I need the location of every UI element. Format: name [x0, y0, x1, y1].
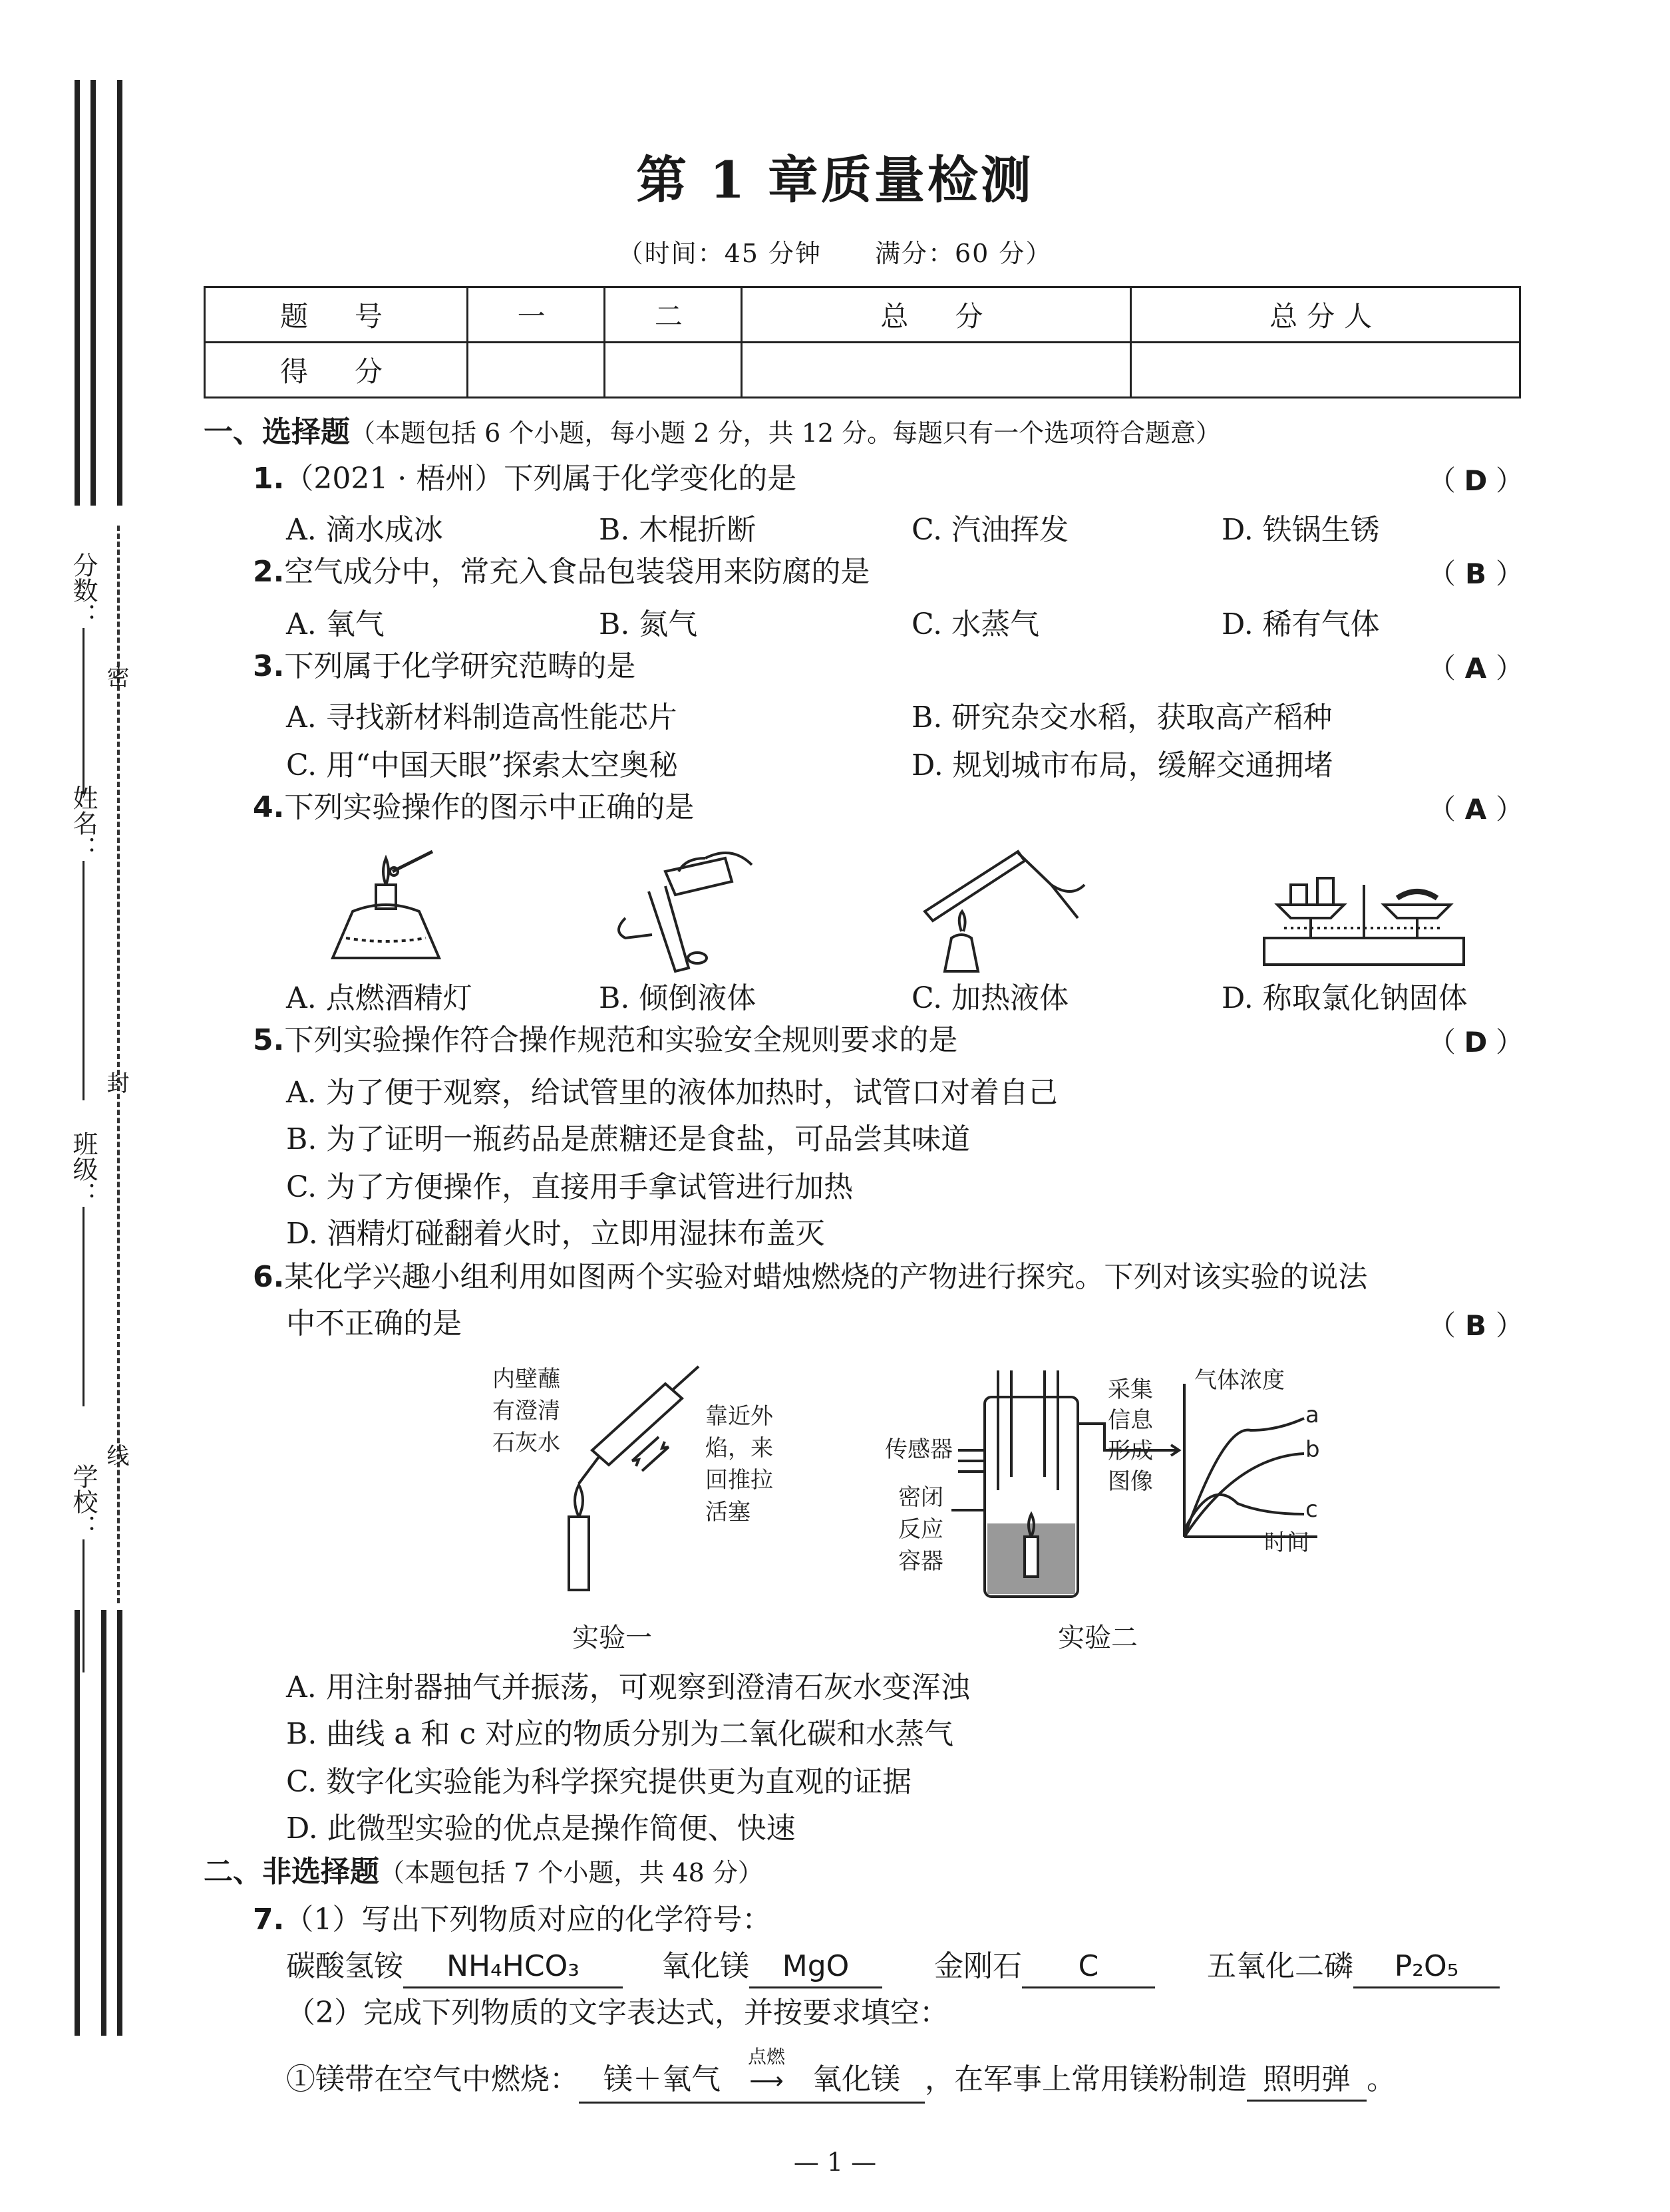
option-4b: B. 倾倒液体: [599, 981, 756, 1015]
header-cell: 二: [605, 287, 742, 343]
option-5d: D. 酒精灯碰翻着火时，立即用湿抹布盖灭: [286, 1217, 825, 1251]
alcohol-lamp-illustration: [319, 845, 452, 978]
score-cell[interactable]: [468, 343, 605, 398]
answer-formula-2[interactable]: MgO: [749, 1947, 882, 1988]
answer-formula-1[interactable]: NH₄HCO₃: [403, 1947, 623, 1988]
pouring-liquid-illustration: [599, 845, 758, 978]
exp1-note-3: 石灰水: [492, 1430, 560, 1456]
school-field[interactable]: 学校：: [65, 1464, 102, 1672]
option-4c: C. 加热液体: [912, 981, 1069, 1015]
option-1c: C. 汽油挥发: [912, 513, 1069, 547]
answer-4: （ A ）: [1427, 793, 1524, 826]
score-field[interactable]: 分数：: [65, 552, 102, 794]
seal-mi: 密: [102, 665, 129, 688]
exp1-side-3: 回推拉: [705, 1467, 773, 1494]
curve-a: [1184, 1418, 1304, 1537]
option-2c: C. 水蒸气: [912, 607, 1040, 641]
exp1-note-1: 内壁蘸: [492, 1366, 560, 1392]
exp1-label: 实验一: [572, 1623, 652, 1653]
curve-label-b: b: [1305, 1436, 1320, 1463]
curve-label-c: c: [1305, 1496, 1318, 1523]
exp1-side-4: 活塞: [705, 1499, 751, 1525]
exp2-collect-1: 采集: [1108, 1376, 1153, 1403]
exp2-label: 实验二: [1058, 1623, 1138, 1653]
option-5b: B. 为了证明一瓶药品是蔗糖还是食盐，可品尝其味道: [286, 1122, 971, 1156]
exp1-side-2: 焰，来: [705, 1435, 773, 1462]
option-2d: D. 稀有气体: [1222, 607, 1380, 641]
exp2-container-3: 容器: [898, 1548, 943, 1575]
question-5: 5.下列实验操作符合操作规范和实验安全规则要求的是: [253, 1023, 958, 1057]
candle: [569, 1517, 589, 1590]
option-5c: C. 为了方便操作，直接用手拿试管进行加热: [286, 1170, 854, 1204]
answer-formula-4[interactable]: P₂O₅: [1353, 1947, 1500, 1988]
question-6: 6.某化学兴趣小组利用如图两个实验对蜡烛燃烧的产物进行探究。下列对该实验的说法: [253, 1260, 1368, 1294]
exp1-side-1: 靠近外: [705, 1403, 773, 1430]
syringe-needle: [579, 1457, 599, 1484]
score-cell[interactable]: [605, 343, 742, 398]
question-7-line1: ①镁带在空气中燃烧： 镁＋氧气 点燃 ⟶ 氧化镁 ，在军事上常用镁粉制造 照明弹 。: [286, 2060, 1396, 2104]
header-cell: 总 分: [742, 287, 1131, 343]
option-6b: B. 曲线 a 和 c 对应的物质分别为二氧化碳和水蒸气: [286, 1717, 954, 1751]
option-3b: B. 研究杂交水稻，获取高产稻种: [912, 701, 1333, 734]
option-3d: D. 规划城市布局，缓解交通拥堵: [912, 748, 1333, 782]
graph-ylabel: 气体浓度: [1194, 1367, 1285, 1394]
exp2-collect-3: 形成: [1108, 1438, 1153, 1464]
binding-bars-bottom: [75, 1610, 100, 2036]
exp2-collect-2: 信息: [1108, 1407, 1153, 1434]
reaction-condition: 点燃: [747, 2046, 785, 2068]
graph-xlabel: 时间: [1264, 1529, 1309, 1556]
syringe-barrel: [592, 1384, 682, 1465]
option-2b: B. 氮气: [599, 607, 698, 641]
option-1b: B. 木棍折断: [599, 513, 756, 547]
syringe-plunger: [672, 1366, 699, 1390]
option-3c: C. 用“中国天眼”探索太空奥秘: [286, 748, 679, 782]
answer-2: （ B ）: [1427, 557, 1524, 590]
score-table-header-row: [205, 287, 1520, 343]
heating-liquid-illustration: [918, 838, 1091, 978]
option-6c: C. 数字化实验能为科学探究提供更为直观的证据: [286, 1765, 912, 1799]
seal-feng: 封: [102, 1071, 129, 1094]
experiment1-figure: [466, 1357, 838, 1610]
question-6-cont: 中不正确的是: [286, 1307, 462, 1341]
answer-6: （ B ）: [1427, 1309, 1524, 1342]
exp2-collect-4: 图像: [1108, 1468, 1153, 1495]
curve-b: [1184, 1454, 1304, 1537]
score-cell[interactable]: [1131, 343, 1520, 398]
option-5a: A. 为了便于观察，给试管里的液体加热时，试管口对着自己: [286, 1076, 1058, 1110]
answer-formula-3[interactable]: C: [1022, 1947, 1155, 1988]
row-label: 得 分: [205, 343, 468, 398]
option-4d: D. 称取氯化钠固体: [1222, 981, 1468, 1015]
question-7-formulas: 碳酸氢铵 NH₄HCO₃ 氧化镁 MgO 金刚石 C 五氧化二磷 P₂O₅: [286, 1947, 1500, 1988]
experiment2-figure: [878, 1357, 1344, 1610]
seal-xian: 线: [102, 1444, 129, 1466]
score-table-score-row: [205, 343, 1520, 398]
name-field[interactable]: 姓名：: [65, 785, 102, 1100]
option-3a: A. 寻找新材料制造高性能芯片: [286, 701, 677, 734]
question-1: 1.（2021 · 梧州）下列属于化学变化的是: [253, 462, 797, 496]
option-1a: A. 滴水成冰: [286, 513, 443, 547]
answer-5: （ D ）: [1427, 1026, 1524, 1058]
section2-heading: 二、非选择题（本题包括 7 个小题，共 48 分）: [204, 1855, 763, 1889]
question-7: 7.（1）写出下列物质对应的化学符号：: [253, 1903, 772, 1937]
answer-1: （ D ）: [1427, 464, 1524, 497]
exp1-note-2: 有澄清: [492, 1398, 560, 1424]
question-7-part2: （2）完成下列物质的文字表达式，并按要求填空：: [286, 1996, 949, 2030]
candle-flame: [575, 1485, 583, 1517]
header-cell: 一: [468, 287, 605, 343]
exp2-container-1: 密闭: [898, 1484, 943, 1511]
balance-illustration: [1251, 865, 1477, 971]
option-6a: A. 用注射器抽气并振荡，可观察到澄清石灰水变浑浊: [286, 1670, 970, 1704]
section1-heading: 一、选择题（本题包括 6 个小题，每小题 2 分，共 12 分。每题只有一个选项符合题意）: [204, 415, 1222, 449]
option-6d: D. 此微型实验的优点是操作简便、快速: [286, 1812, 796, 1845]
answer-reaction[interactable]: 镁＋氧气 点燃 ⟶ 氧化镁: [579, 2060, 925, 2104]
class-field[interactable]: 班级：: [65, 1131, 102, 1406]
option-1d: D. 铁锅生锈: [1222, 513, 1380, 547]
score-cell[interactable]: [742, 343, 1131, 398]
exp2-container-2: 反应: [898, 1516, 943, 1543]
option-4a: A. 点燃酒精灯: [286, 981, 472, 1015]
header-cell: 总分人: [1131, 287, 1520, 343]
page-number: — 1 —: [793, 2147, 877, 2177]
answer-3: （ A ）: [1427, 652, 1524, 685]
header-cell: 题 号: [205, 287, 468, 343]
score-table: [204, 286, 1521, 398]
option-2a: A. 氧气: [286, 607, 385, 641]
answer-use[interactable]: 照明弹: [1247, 2060, 1367, 2102]
question-4: 4.下列实验操作的图示中正确的是: [253, 790, 695, 824]
exam-meta: （时间：45 分钟 满分：60 分）: [617, 239, 1053, 268]
question-3: 3.下列属于化学研究范畴的是: [253, 649, 636, 683]
page-title: 第 1 章质量检测: [636, 150, 1034, 210]
question-2: 2.空气成分中，常充入食品包装袋用来防腐的是: [253, 555, 870, 589]
curve-label-a: a: [1305, 1402, 1319, 1428]
exp2-sensor-label: 传感器: [885, 1436, 953, 1463]
